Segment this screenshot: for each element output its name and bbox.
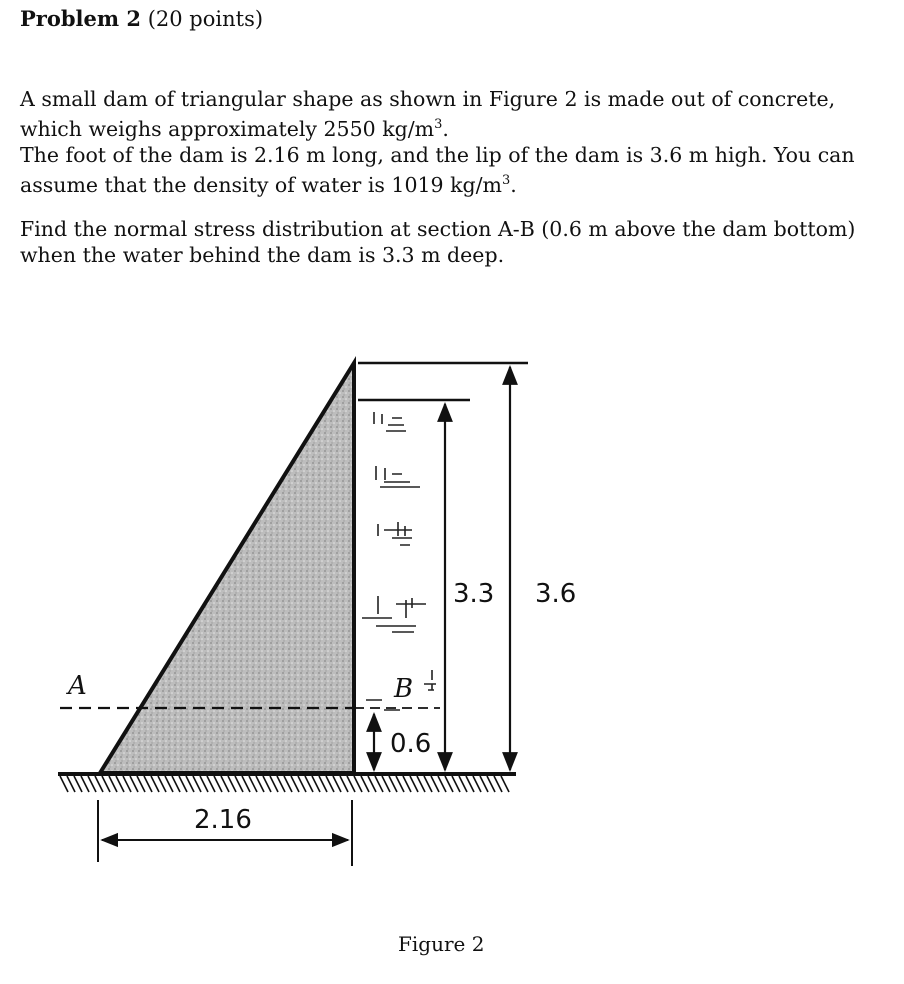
- problem-title: Problem 2: [20, 6, 142, 31]
- problem-points: (20 points): [141, 7, 264, 31]
- dim-base-label: 2.16: [194, 805, 252, 835]
- dam-body: [100, 363, 354, 773]
- statement-line-3: The foot of the dam is 2.16 m long, and the lip of the dam is 3.6 m high. You can: [20, 142, 855, 167]
- dim-section-label: 0.6: [390, 729, 432, 759]
- statement-line-2: which weighs approximately 2550 kg/m: [20, 116, 435, 141]
- question-line-1: Find the normal stress distribution at section A-B (0.6 m above the dam bottom): [20, 217, 856, 241]
- question-line-2: when the water behind the dam is 3.3 m deep.: [20, 243, 505, 267]
- superscript-3: 3: [434, 117, 443, 132]
- figure-caption: Figure 2: [398, 932, 485, 956]
- water-symbols: [362, 412, 436, 710]
- statement-line-1: A small dam of triangular shape as shown in Figure 2 is made out of concrete,: [20, 87, 836, 111]
- statement-line-4: assume that the density of water is 1019 kg/m: [20, 172, 503, 197]
- superscript-3b: 3: [502, 172, 511, 188]
- problem-question: [20, 216, 890, 268]
- statement-line-2-end: .: [442, 116, 449, 141]
- dim-height-label: 3.6: [535, 579, 577, 609]
- dam-figure: [0, 340, 904, 930]
- label-a: A: [68, 671, 87, 701]
- label-b: B: [394, 674, 414, 704]
- ground-hatching: [60, 776, 509, 792]
- dim-water-label: 3.3: [453, 579, 495, 609]
- problem-heading: [20, 6, 263, 31]
- problem-statement: [20, 86, 890, 198]
- statement-line-4-end: .: [510, 172, 517, 197]
